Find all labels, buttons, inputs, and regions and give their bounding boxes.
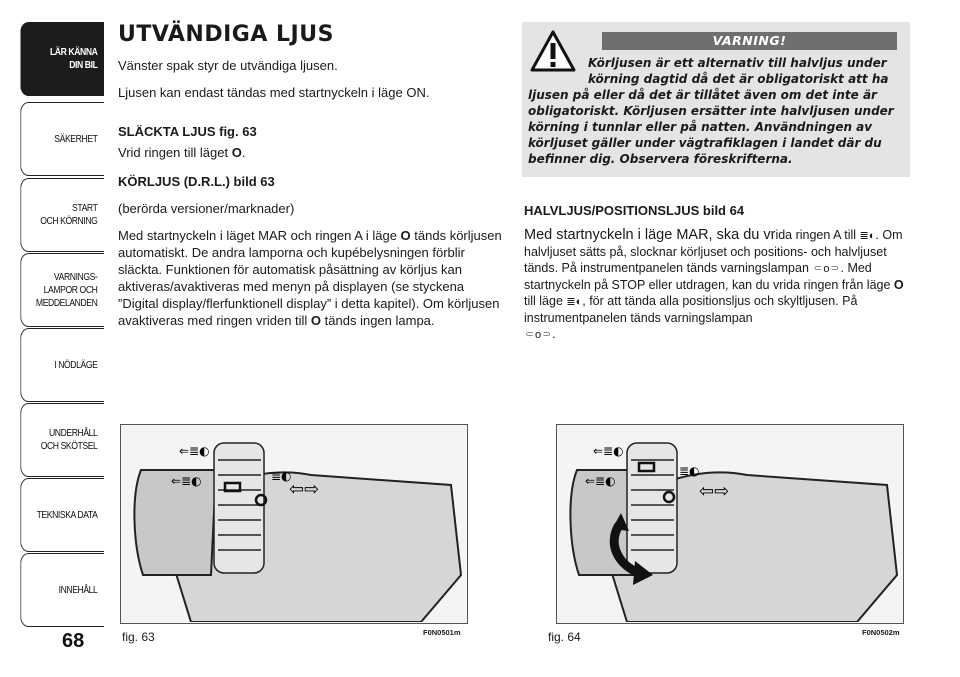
tab-i-nodlage[interactable]: I NÖDLÄGE bbox=[20, 328, 104, 402]
left-column bbox=[118, 22, 503, 339]
page-title: UTVÄNDIGA LJUS bbox=[118, 22, 334, 47]
position-light-icon: ⸦o⸧ bbox=[524, 329, 553, 341]
high-beam-icon: ⇐≣◐ bbox=[179, 444, 210, 458]
low-beam-icon: ≣◐ bbox=[271, 469, 292, 483]
page-number: 68 bbox=[62, 630, 85, 652]
low-beam-icon: ≣◐ bbox=[859, 230, 876, 242]
section-subheading-korljus: (berörda versioner/marknader) bbox=[118, 201, 295, 216]
intro-text-2: Ljusen kan endast tändas med startnyckeln i läge ON. bbox=[118, 85, 430, 100]
tab-sakerhet[interactable]: SÄKERHET bbox=[20, 102, 104, 176]
figure-63-stalk-illustration bbox=[120, 424, 468, 624]
section-text-halvljus: Med startnyckeln i läge MAR, ska du vrida ringen A till ≣◐. Om halvljuset sätts på, slocknar körljuset och positions- och halvljuset tänds. På instrumentpanelen tänds varningslampan ⸦o⸧. Med startnyckeln på STOP eller utdragen, kan du vrida ringen från läge O till läge ≣◐, för att tända alla positionsljus och skyltljusen. På instrumentpanelen tänds varningslampan ⸦o⸧. bbox=[524, 227, 904, 341]
warning-heading: VARNING! bbox=[602, 32, 897, 50]
off-symbol: O bbox=[310, 313, 322, 328]
high-beam-icon: ⇐≣◐ bbox=[593, 444, 624, 458]
tab-underhall[interactable]: UNDERHÅLL OCH SKÖTSEL bbox=[20, 403, 104, 477]
tab-start-och-korning[interactable]: START OCH KÖRNING bbox=[20, 178, 104, 252]
off-symbol: O bbox=[893, 278, 904, 292]
off-symbol: O bbox=[400, 228, 411, 243]
light-ring bbox=[214, 443, 264, 573]
section-heading-korljus: KÖRLJUS (D.R.L.) bild 63 bbox=[118, 174, 275, 189]
turn-signal-arrows-icon: ⇦⇨ bbox=[699, 481, 730, 502]
figure-63-caption: fig. 63 bbox=[122, 630, 155, 644]
section-heading-halvljus: HALVLJUS/POSITIONSLJUS bild 64 bbox=[524, 203, 745, 218]
figure-64-code: F0N0502m bbox=[862, 628, 900, 637]
tab-varningslampor[interactable]: VARNINGS- LAMPOR OCH MEDDELANDEN bbox=[20, 253, 104, 327]
right-column bbox=[524, 203, 914, 343]
flash-icon: ⇐≣◐ bbox=[585, 474, 616, 488]
tab-tekniska-data[interactable]: TEKNISKA DATA bbox=[20, 478, 104, 552]
low-beam-icon: ≣◐ bbox=[566, 296, 583, 308]
turn-signal-arrows-icon: ⇦⇨ bbox=[289, 479, 320, 500]
low-beam-icon: ≣◐ bbox=[679, 464, 700, 478]
position-light-icon: ⸦o⸧ bbox=[812, 263, 841, 275]
tab-innehall[interactable]: INNEHÅLL bbox=[20, 553, 104, 627]
section-heading-slackta: SLÄCKTA LJUS fig. 63 bbox=[118, 124, 257, 139]
tab-lar-kanna-din-bil[interactable]: LÄR KÄNNA DIN BIL bbox=[20, 22, 104, 96]
off-symbol: O bbox=[231, 145, 242, 160]
warning-box bbox=[522, 22, 910, 177]
figure-64-caption: fig. 64 bbox=[548, 630, 581, 644]
figure-64-stalk-illustration bbox=[556, 424, 904, 624]
section-text-korljus: Med startnyckeln i läget MAR och ringen A i läge O tänds körljusen automatiskt. De andra lamporna och kupébelysningen förblir släckta. Funktionen för automatisk påsättning av körljus kan aktiveras/avaktiveras med menyn på displayen (se styckena ”Digital display/flerfunktionell display” i detta kapitel). Om körljusen avaktiveras med ringen vriden till O tänds ingen lampa. bbox=[118, 228, 502, 328]
intro-text-1: Vänster spak styr de utvändiga ljusen. bbox=[118, 58, 338, 73]
warning-text: Körljusen är ett alternativ till halvljus under körning dagtid då det är obligatoriskt att ha ljusen på eller då det är tillåtet även om det inte är obligatoriskt. Körljusen ersätter inte halvljusen under körning i tunnlar eller på natten. Användningen av körljuset gäller under vägtrafiklagen i landet där du befinner dig. Observera föreskrifterna. bbox=[528, 56, 894, 166]
figure-63-code: F0N0501m bbox=[423, 628, 461, 637]
flash-icon: ⇐≣◐ bbox=[171, 474, 202, 488]
section-text-slackta: Vrid ringen till läget O. bbox=[118, 145, 246, 160]
